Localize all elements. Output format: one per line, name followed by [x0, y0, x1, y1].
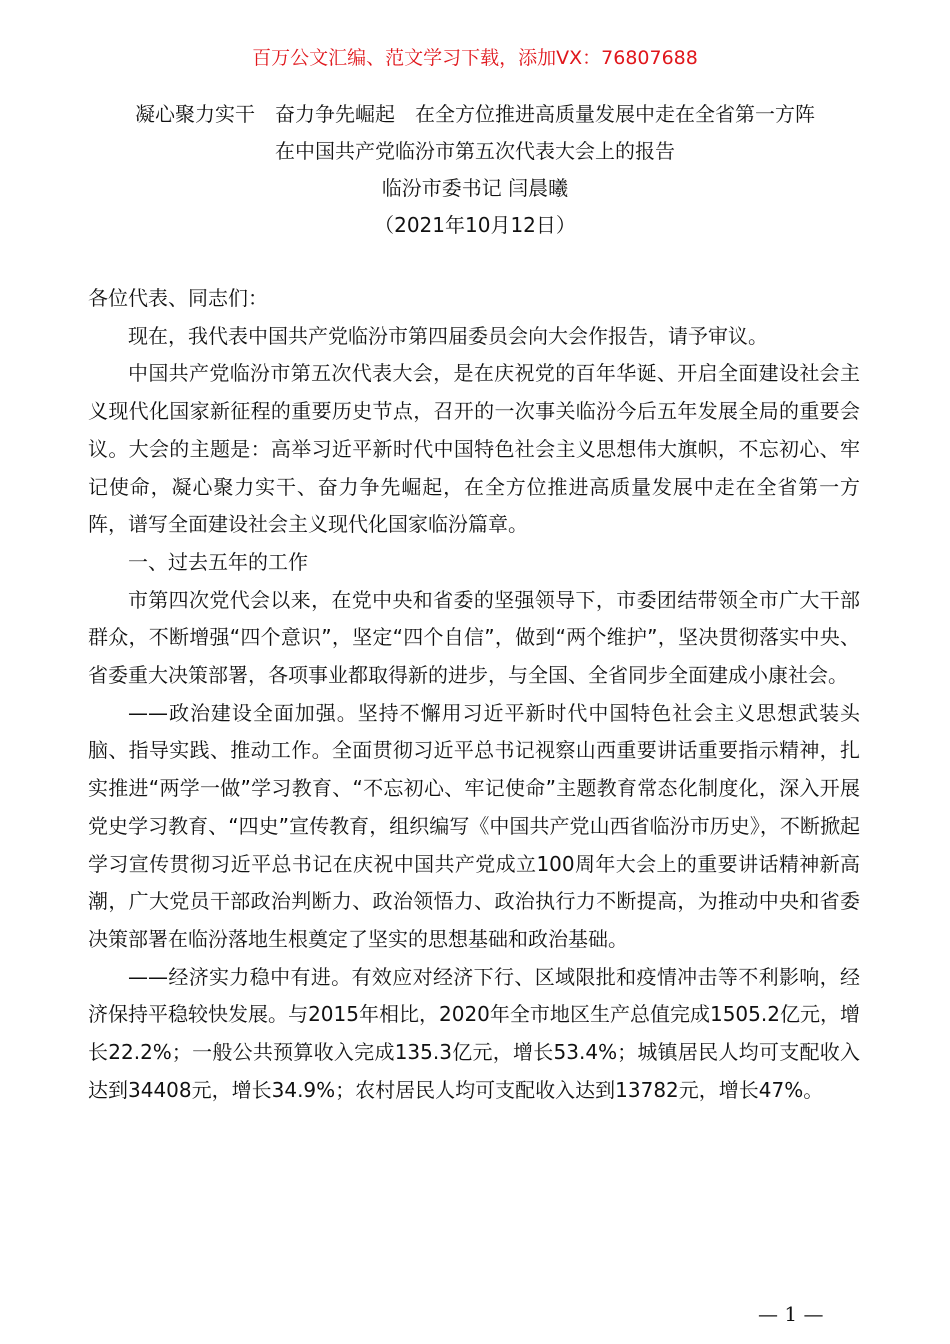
- paragraph: ——经济实力稳中有进。有效应对经济下行、区域限批和疫情冲击等不利影响，经济保持平稳较快发展。与2015年相比，2020年全市地区生产总值完成1505.2亿元，增长22.2%；一般公共预算收入完成135.3亿元，增长53.4%；城镇居民人均可支配收入达到34408元，增长34.9%；农村居民人均可支配收入达到13782元，增长47%。: [88, 964, 860, 1102]
- title-block: [0, 96, 950, 244]
- document-subtitle: 在中国共产党临汾市第五次代表大会上的报告: [275, 139, 675, 163]
- salutation: 各位代表、同志们：: [88, 286, 268, 310]
- watermark-banner: 百万公文汇编、范文学习下载，添加VX：76807688: [252, 47, 698, 69]
- date-line: （2021年10月12日）: [374, 213, 576, 237]
- paragraph: 市第四次党代会以来，在党中央和省委的坚强领导下，市委团结带领全市广大干部群众，不断增强“四个意识”，坚定“四个自信”，做到“两个维护”，坚决贯彻落实中央、省委重大决策部署，各项事业都取得新的进步，与全国、全省同步全面建成小康社会。: [88, 587, 860, 688]
- document-title: 凝心聚力实干 奋力争先崛起 在全方位推进高质量发展中走在全省第一方阵: [135, 102, 815, 126]
- page-number: — 1 —: [758, 1302, 824, 1326]
- document-body: [88, 280, 860, 1109]
- section-heading: 一、过去五年的工作: [128, 549, 308, 574]
- paragraph: 中国共产党临汾市第五次代表大会，是在庆祝党的百年华诞、开启全面建设社会主义现代化国家新征程的重要历史节点，召开的一次事关临汾今后五年发展全局的重要会议。大会的主题是：高举习近平新时代中国特色社会主义思想伟大旗帜，不忘初心、牢记使命，凝心聚力实干、奋力争先崛起，在全方位推进高质量发展中走在全省第一方阵，谱写全面建设社会主义现代化国家临汾篇章。: [88, 361, 860, 537]
- paragraph: 现在，我代表中国共产党临汾市第四届委员会向大会作报告，请予审议。: [128, 323, 768, 348]
- author-line: 临汾市委书记 闫晨曦: [381, 176, 569, 200]
- paragraph: ——政治建设全面加强。坚持不懈用习近平新时代中国特色社会主义思想武装头脑、指导实践、推动工作。全面贯彻习近平总书记视察山西重要讲话重要指示精神，扎实推进“两学一做”学习教育、“不忘初心、牢记使命”主题教育常态化制度化，深入开展党史学习教育、“四史”宣传教育，组织编写《中国共产党山西省临汾市历史》，不断掀起学习宣传贯彻习近平总书记在庆祝中国共产党成立100周年大会上的重要讲话精神新高潮，广大党员干部政治判断力、政治领悟力、政治执行力不断提高，为推动中央和省委决策部署在临汾落地生根奠定了坚实的思想基础和政治基础。: [88, 700, 860, 951]
